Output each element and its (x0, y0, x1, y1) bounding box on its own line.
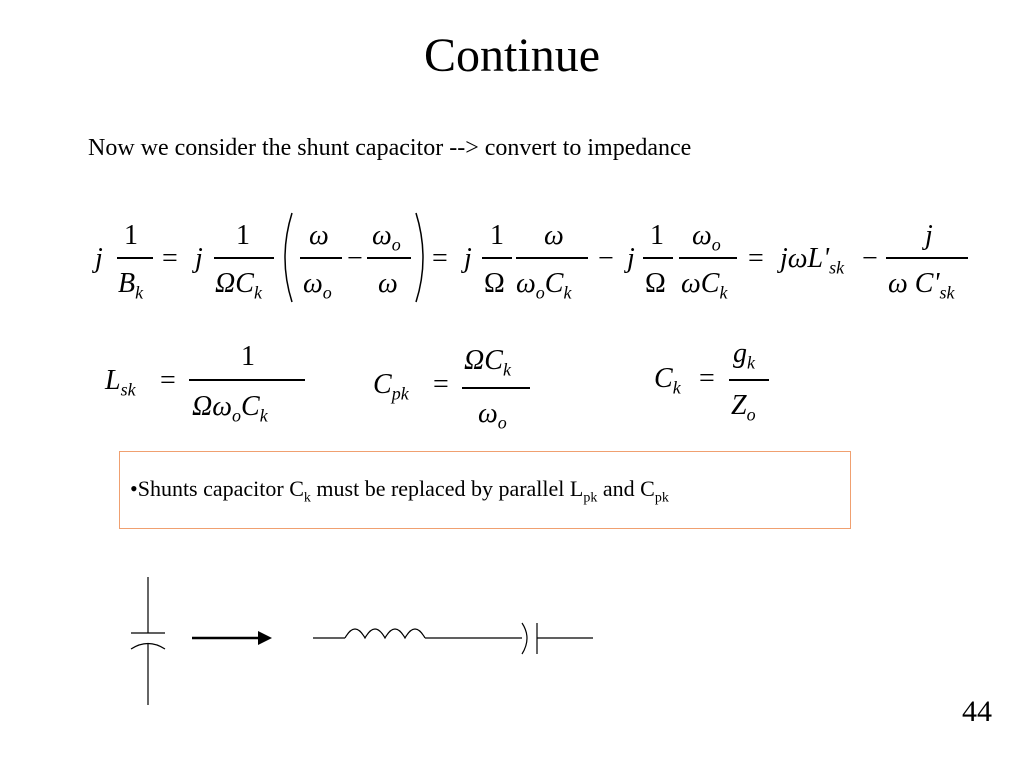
eq1-t2b-den: $\omega_oC_k$ (516, 268, 572, 303)
eq1-t1-num: 1 (236, 220, 250, 251)
eq1-minus-3: − (862, 243, 878, 274)
eq1-p1-den: $\omega_o$ (303, 268, 332, 303)
eq1-result-num: j (925, 220, 933, 251)
eq1-j-t1: j (195, 243, 203, 274)
eq1-result-den: ω $C'_{sk}$ (888, 268, 955, 303)
eq1-result: $j\omega L'_{sk}$ (780, 243, 845, 278)
eq1-left-num: 1 (124, 220, 138, 251)
arrow-right-icon (192, 631, 272, 645)
eqL-den: $\Omega\omega_oC_k$ (192, 391, 268, 426)
eqCk-den: $Z_o$ (731, 390, 756, 425)
eqCk-lhs: $C_k$ (654, 363, 681, 398)
eq1-minus-1: − (347, 243, 363, 274)
eq1-t3-den: Ω (645, 268, 666, 299)
shunt-capacitor-symbol (131, 577, 165, 705)
intro-text: Now we consider the shunt capacitor --> convert to impedance (88, 135, 692, 161)
note-text: •Shunts capacitor $C_k$ must be replaced by parallel $L_{pk}$ and $C_{pk}$ (130, 476, 669, 506)
eqL-equals: = (160, 365, 176, 396)
eqCk-num: $g_k$ (733, 338, 755, 373)
page-number: 44 (962, 695, 992, 728)
eqCpk-den: $\omega_o$ (478, 398, 507, 433)
eq1-t3b-den: $\omega C_k$ (681, 268, 728, 303)
eq1-equals-2: = (432, 243, 448, 274)
eq1-p1-num: ω (309, 220, 329, 251)
eq1-t3b-num: $\omega_o$ (692, 220, 721, 255)
eqCpk-lhs: $C_{pk}$ (373, 369, 409, 404)
eq1-equals-3: = (748, 243, 764, 274)
eq1-t2-den: Ω (484, 268, 505, 299)
eqL-num: 1 (241, 341, 255, 372)
eq1-t2-num: 1 (490, 220, 504, 251)
eq1-minus-2: − (598, 243, 614, 274)
eqCk-equals: = (699, 363, 715, 394)
series-inductor-capacitor-symbol (313, 623, 593, 654)
eqCpk-num: $\Omega C_k$ (464, 345, 511, 380)
slide-title: Continue (424, 29, 600, 82)
eqL-lhs: $L_{sk}$ (105, 365, 136, 400)
eq1-p2-den: ω (378, 268, 398, 299)
eq1-p2-num: $\omega_o$ (372, 220, 401, 255)
eq1-left-den: $B_k$ (118, 268, 144, 303)
eq1-t2b-num: ω (544, 220, 564, 251)
eq1-t1-den: $\Omega C_k$ (215, 268, 262, 303)
eq1-j-t3: j (627, 243, 635, 274)
eq1-t3-num: 1 (650, 220, 664, 251)
eq1-equals-1: = (162, 243, 178, 274)
eq1-j-t2: j (464, 243, 472, 274)
eqCpk-equals: = (433, 369, 449, 400)
eq1-j-left: j (95, 243, 103, 274)
